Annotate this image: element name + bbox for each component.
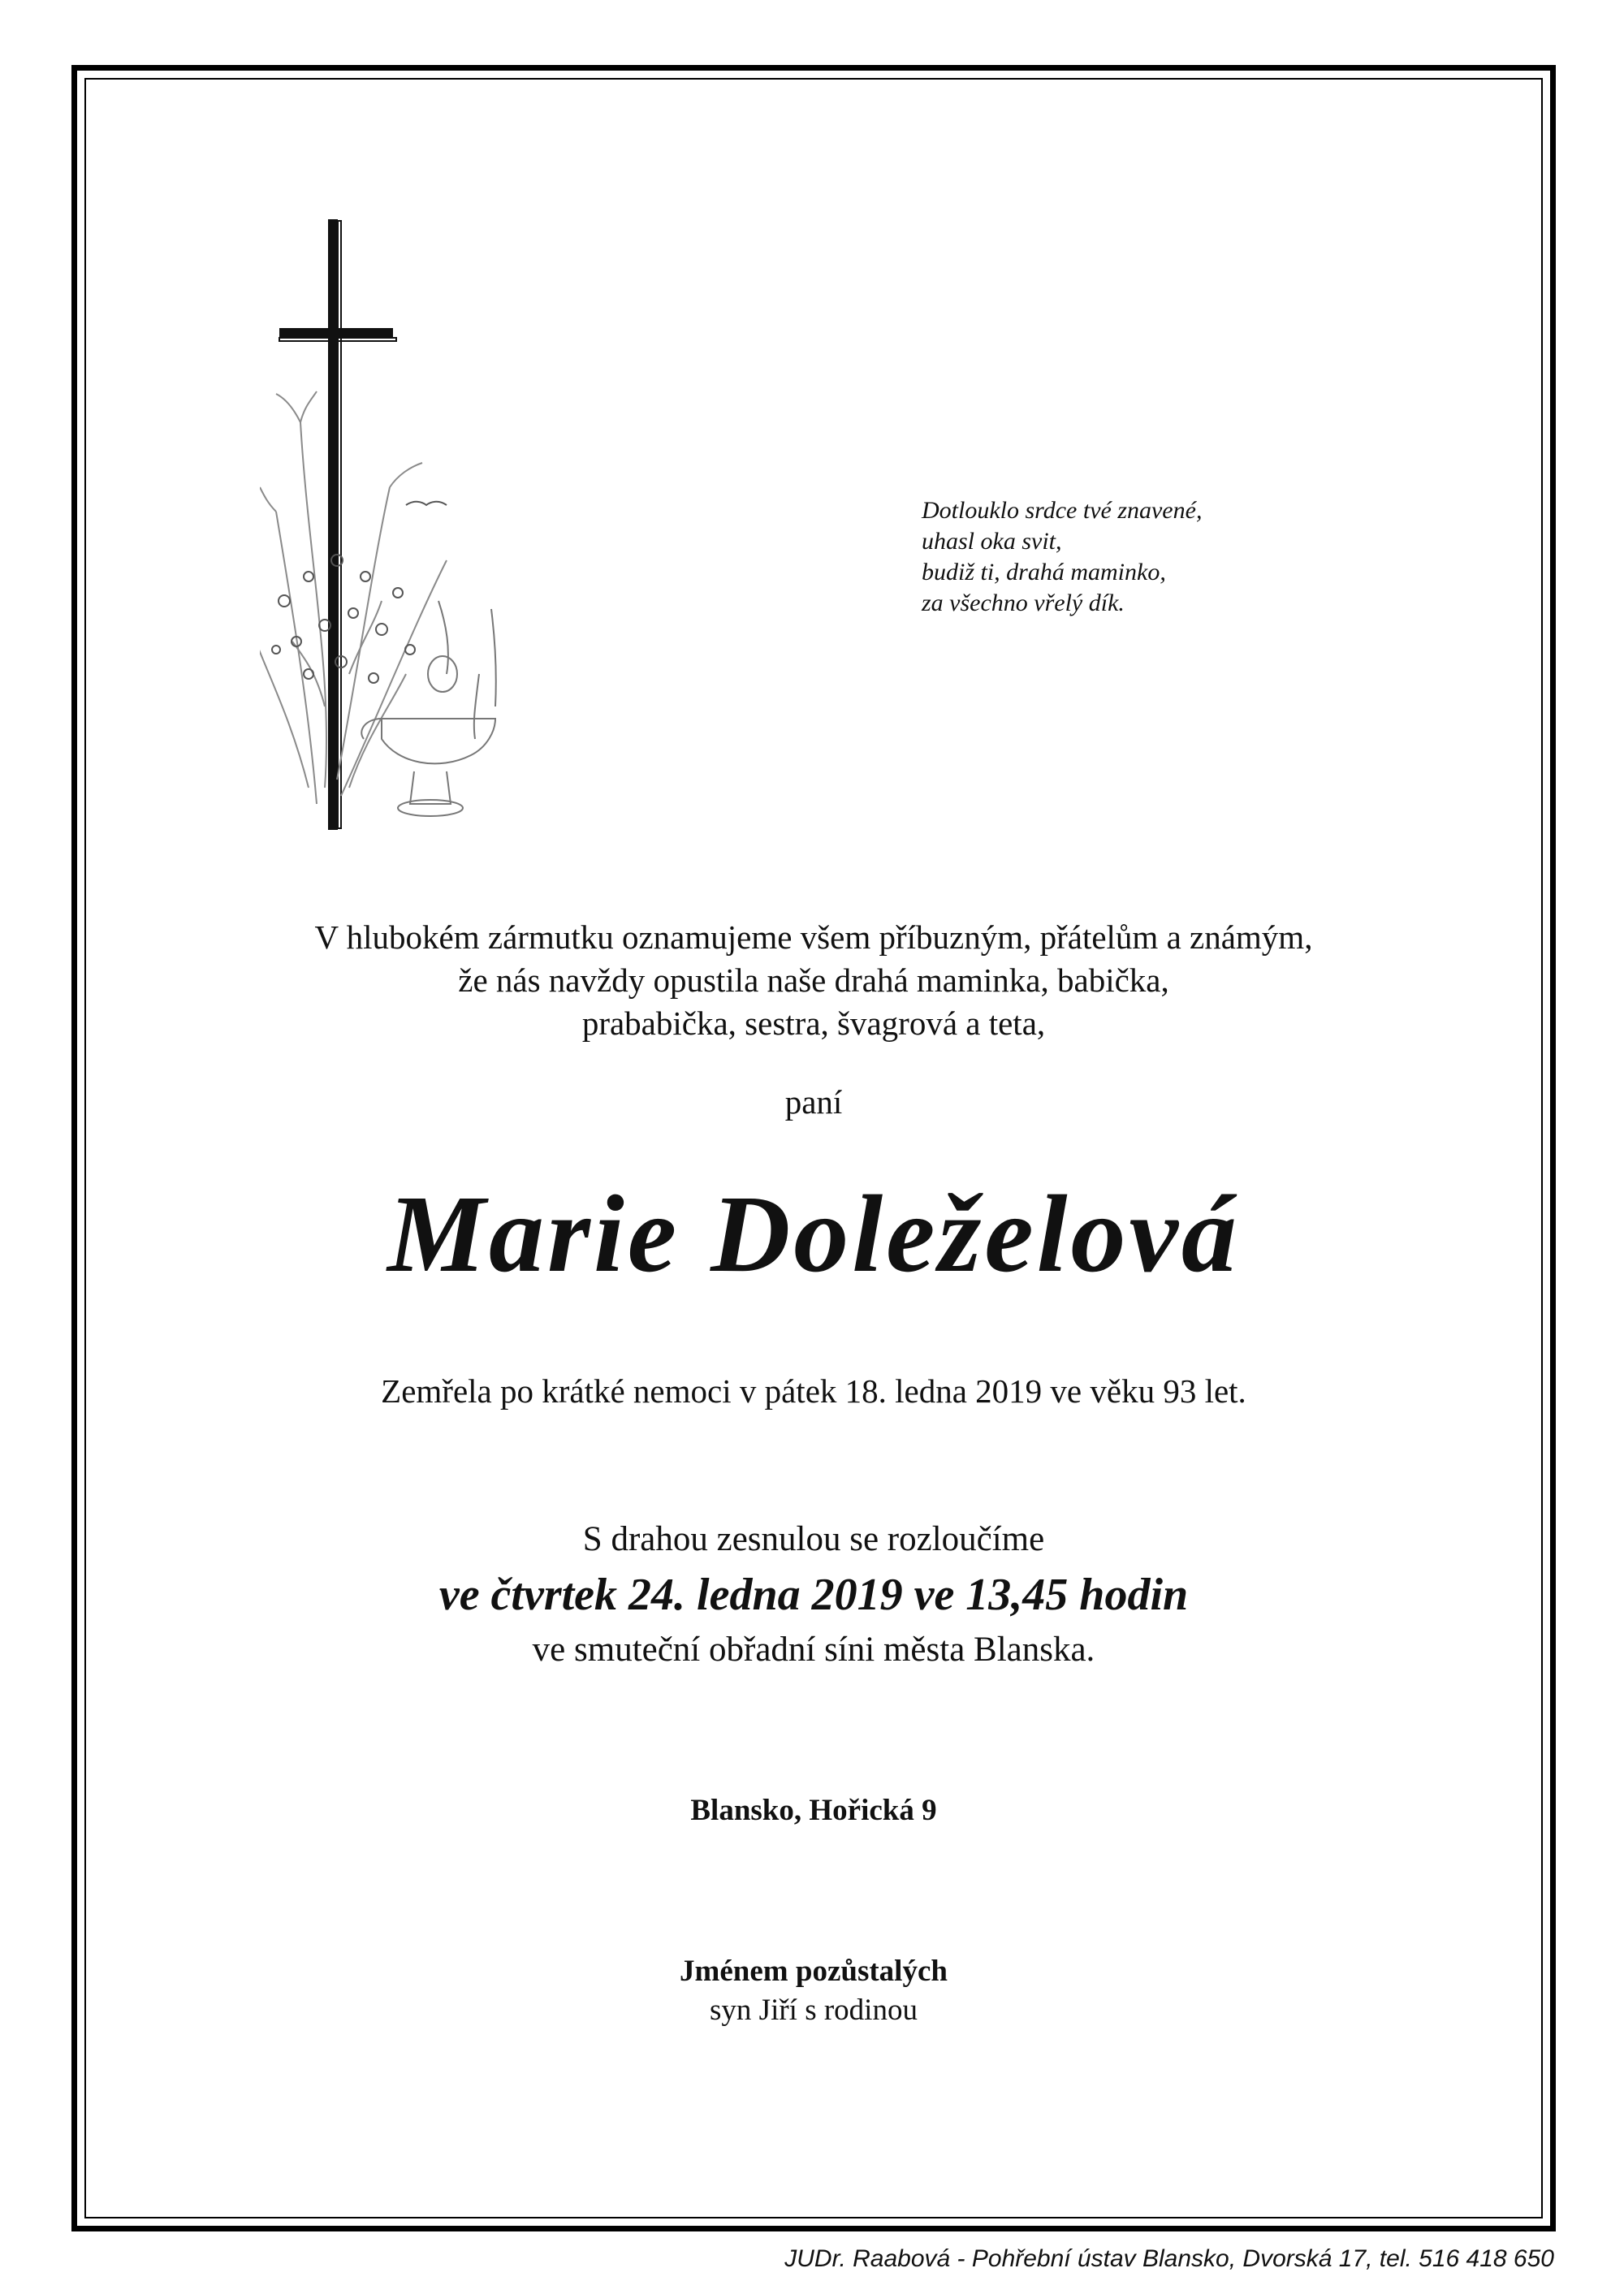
announcement-line: V hlubokém zármutku oznamujeme všem příbuzným, přátelům a známým, (314, 918, 1313, 956)
farewell-place: ve smuteční obřadní síni města Blanska. (532, 1631, 1095, 1669)
poem-line: budiž ti, drahá maminko, (922, 559, 1166, 585)
funeral-service-footer: JUDr. Raabová - Pohřební ústav Blansko, Dvorská 17, tel. 516 418 650 (784, 2245, 1554, 2272)
memorial-poem (922, 495, 1202, 619)
cross-flowers-lamp-illustration (260, 219, 520, 836)
announcement-line: prababička, sestra, švagrová a teta, (581, 1004, 1046, 1042)
poem-line: uhasl oka svit, (922, 528, 1062, 555)
farewell-intro: S drahou zesnulou se rozloučíme (582, 1520, 1045, 1558)
death-notice: Zemřela po krátké nemoci v pátek 18. ledna 2019 ve věku 93 let. (381, 1372, 1246, 1410)
oil-lamp-icon (361, 601, 496, 816)
bird-icon (406, 502, 447, 505)
signature-family: syn Jiří s rodinou (710, 1994, 918, 2027)
salutation: paní (784, 1083, 843, 1121)
family-address: Blansko, Hořická 9 (690, 1794, 937, 1827)
cross-icon (279, 219, 396, 830)
announcement-text (84, 916, 1543, 1045)
announcement-line: že nás navždy opustila naše drahá maminka, babička, (458, 961, 1169, 999)
farewell-datetime: ve čtvrtek 24. ledna 2019 ve 13,45 hodin (438, 1570, 1189, 1620)
deceased-name: Marie Doleželová (387, 1173, 1240, 1295)
signature-behalf: Jménem pozůstalých (680, 1955, 948, 1988)
poem-line: za všechno vřelý dík. (922, 590, 1125, 616)
poem-line: Dotlouklo srdce tvé znavené, (922, 497, 1203, 524)
